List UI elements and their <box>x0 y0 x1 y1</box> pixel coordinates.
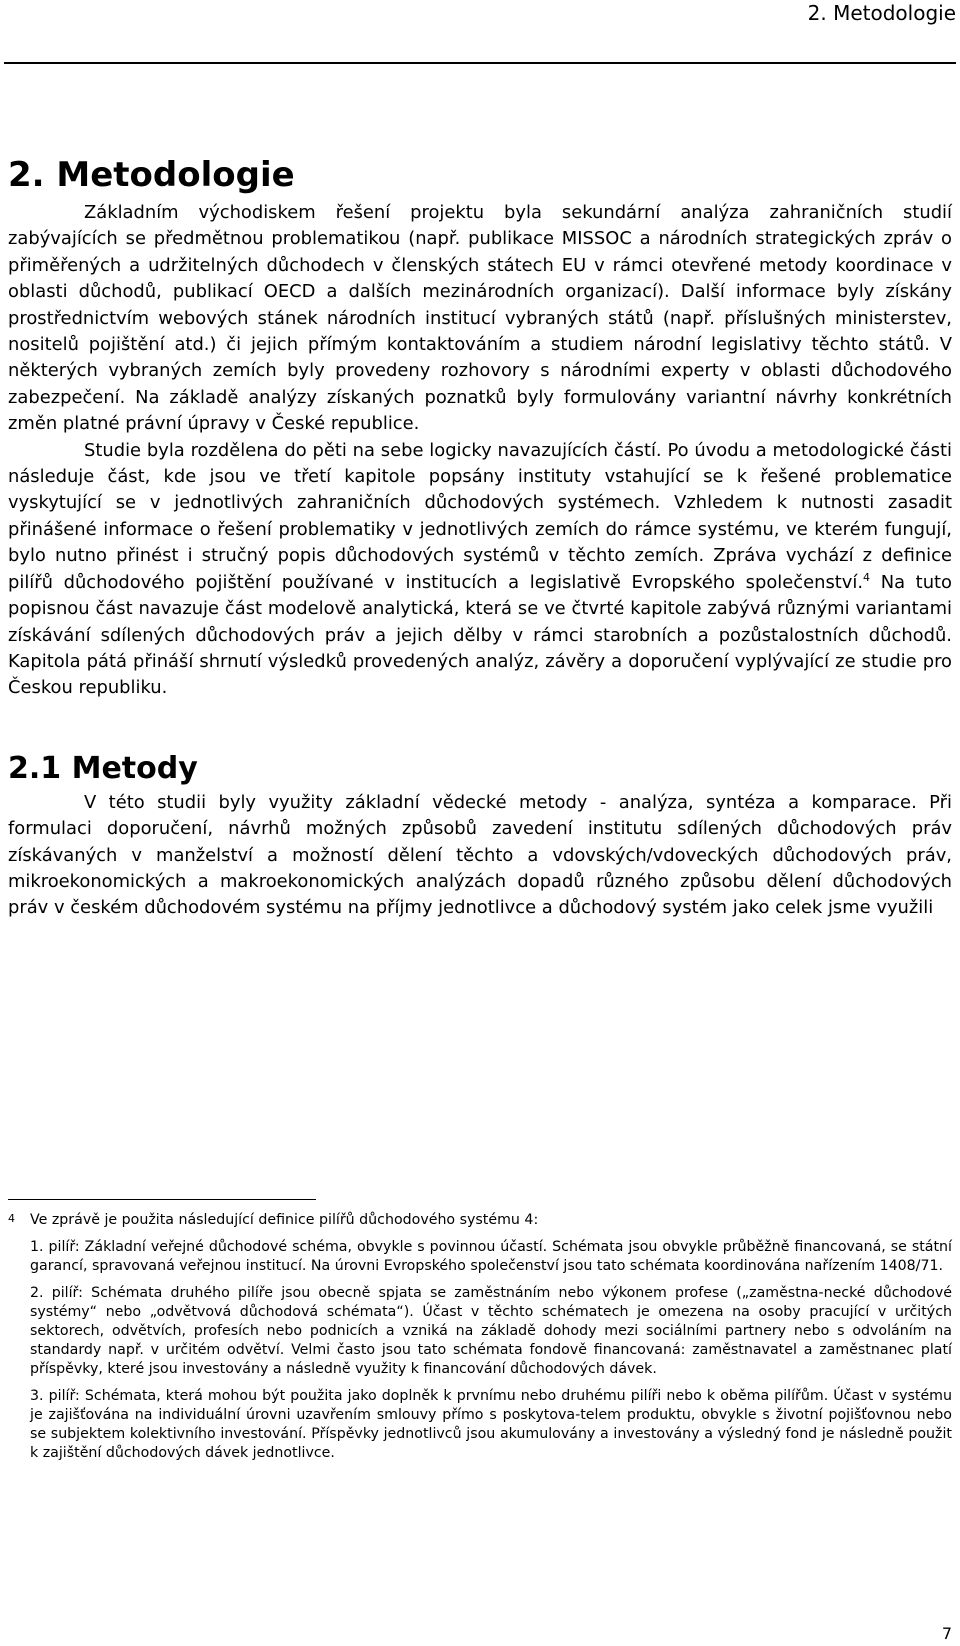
paragraph-text-continued: Na tuto popisnou část navazuje část modelově analytická, která se ve čtvrté kapitole zabývá různými variantami získávání sdílených důchodových práv a jejich dělby v rámci starobních a pozůstalostních důchodů. Kapitola pátá přináší shrnutí výsledků provedených analýz, závěry a doporučení vyplývající ze studie pro Českou republiku. <box>8 571 952 699</box>
footnotes <box>8 1211 952 1463</box>
footnote-intro <box>8 1211 952 1230</box>
header-divider <box>4 62 956 64</box>
page-content <box>8 150 952 922</box>
footnote-reference[interactable]: 4 <box>863 570 871 584</box>
footnote-item-pillar-3: 3. pilíř: Schémata, která mohou být použita jako doplněk k prvnímu nebo druhému pilíři nebo k oběma pilířům. Účast v systému je zajišťována na individuální úrovni uzavřením smlouvy přímo s poskytova-telem produktu, obvykle s životní pojišťovnou nebo se subjektem kolektivního investování. Příspěvky jednotlivců jsou akumulovány a investovány a výsledný fond je následně použit k zajištění důchodových dávek jednotlivce. <box>30 1388 952 1461</box>
paragraph-text: Studie byla rozdělena do pěti na sebe logicky navazujících částí. Po úvodu a metodologické části následuje část, kde jsou ve třetí kapitole popsány instituty vstahující se k řešené problematice vyskytující se v jednotlivých zahraničních důchodových systémech. Vzhledem k nutnosti zasadit přinášené informace o řešení problematiky v jednotlivých zemích do rámce systému, ve kterém fungují, bylo nutno přinést i stručný popis důchodových systémů v těchto zemích. Zpráva vychází z definice pilířů důchodového pojištění používané v institucích a legislativě Evropského společenství. <box>8 439 952 593</box>
footnote-item-pillar-2: 2. pilíř: Schémata druhého pilíře jsou obecně spjata se zaměstnáním nebo výkonem profese („zaměstna-necké důchodové systémy“ nebo „odvětvová důchodová schémata“). Účast v těchto schématech je omezena na osoby pracující v určitých sektorech, odvětvích, profesích nebo podnicích a vzniká na základě dohody mezi sociálními partnery nebo s odvoláním na standardy např. v určitém odvětví. Velmi často jsou tato schémata fondově financovaná: zaměstnavatel a zaměstnanec platí příspěvky, které jsou investovány a následně využity k financování důchodových dávek. <box>30 1285 952 1377</box>
paragraph-methodology-sources: Základním východiskem řešení projektu byla sekundární analýza zahraničních studií zabývajících se předmětnou problematikou (např. publikace MISSOC a národních strategických zpráv o přiměřených a udržitelných důchodech v členských státech EU v rámci otevřené metody koordinace v oblasti důchodů, publikací OECD a dalších mezinárodních organizací). Další informace byly získány prostřednictvím webových stánek národních institucí vybraných států (např. příslušných ministerstev, nositelů pojištění atd.) či jejich přímým kontaktováním a studiem národní legislativy těchto států. V některých vybraných zemích byly provedeny rozhovory s národními experty v oblasti důchodového zabezpečení. Na základě analýzy získaných poznatků byly formulovány variantní návrhy konkrétních změn platné právní úpravy v České republice. <box>8 202 952 435</box>
chapter-title: 2. Metodologie <box>8 155 295 195</box>
page-number: 7 <box>941 1624 952 1643</box>
footnote-intro-text: Ve zprávě je použita následující definice pilířů důchodového systému 4: <box>30 1212 539 1228</box>
footnote-number: 4 <box>8 1212 15 1225</box>
paragraph-methods: V této studii byly využity základní vědecké metody - analýza, syntéza a komparace. Při formulaci doporučení, návrhů možných způsobů zavedení institutu sdílených důchodových práv získávaných v manželství a možností dělení těchto a vdovských/vdoveckých důchodových práv, mikroekonomických a makroekonomických analýzách dopadů různého způsobu dělení důchodových práv v českém důchodovém systému na příjmy jednotlivce a důchodový systém jako celek jsme využili <box>8 791 952 919</box>
footnote-divider <box>8 1199 316 1200</box>
paragraph-study-structure <box>8 438 952 702</box>
running-header-title: 2. Metodologie <box>807 1 956 25</box>
footnote-item-pillar-1: 1. pilíř: Základní veřejné důchodové schéma, obvykle s povinnou účastí. Schémata jsou obvykle průběžně financovaná, se státní garancí, spravovaná veřejnou institucí. Na úrovni Evropského společenství jsou tato schémata koordinována nařízením 1408/71. <box>30 1239 952 1274</box>
section-title: 2.1 Metody <box>8 750 198 786</box>
